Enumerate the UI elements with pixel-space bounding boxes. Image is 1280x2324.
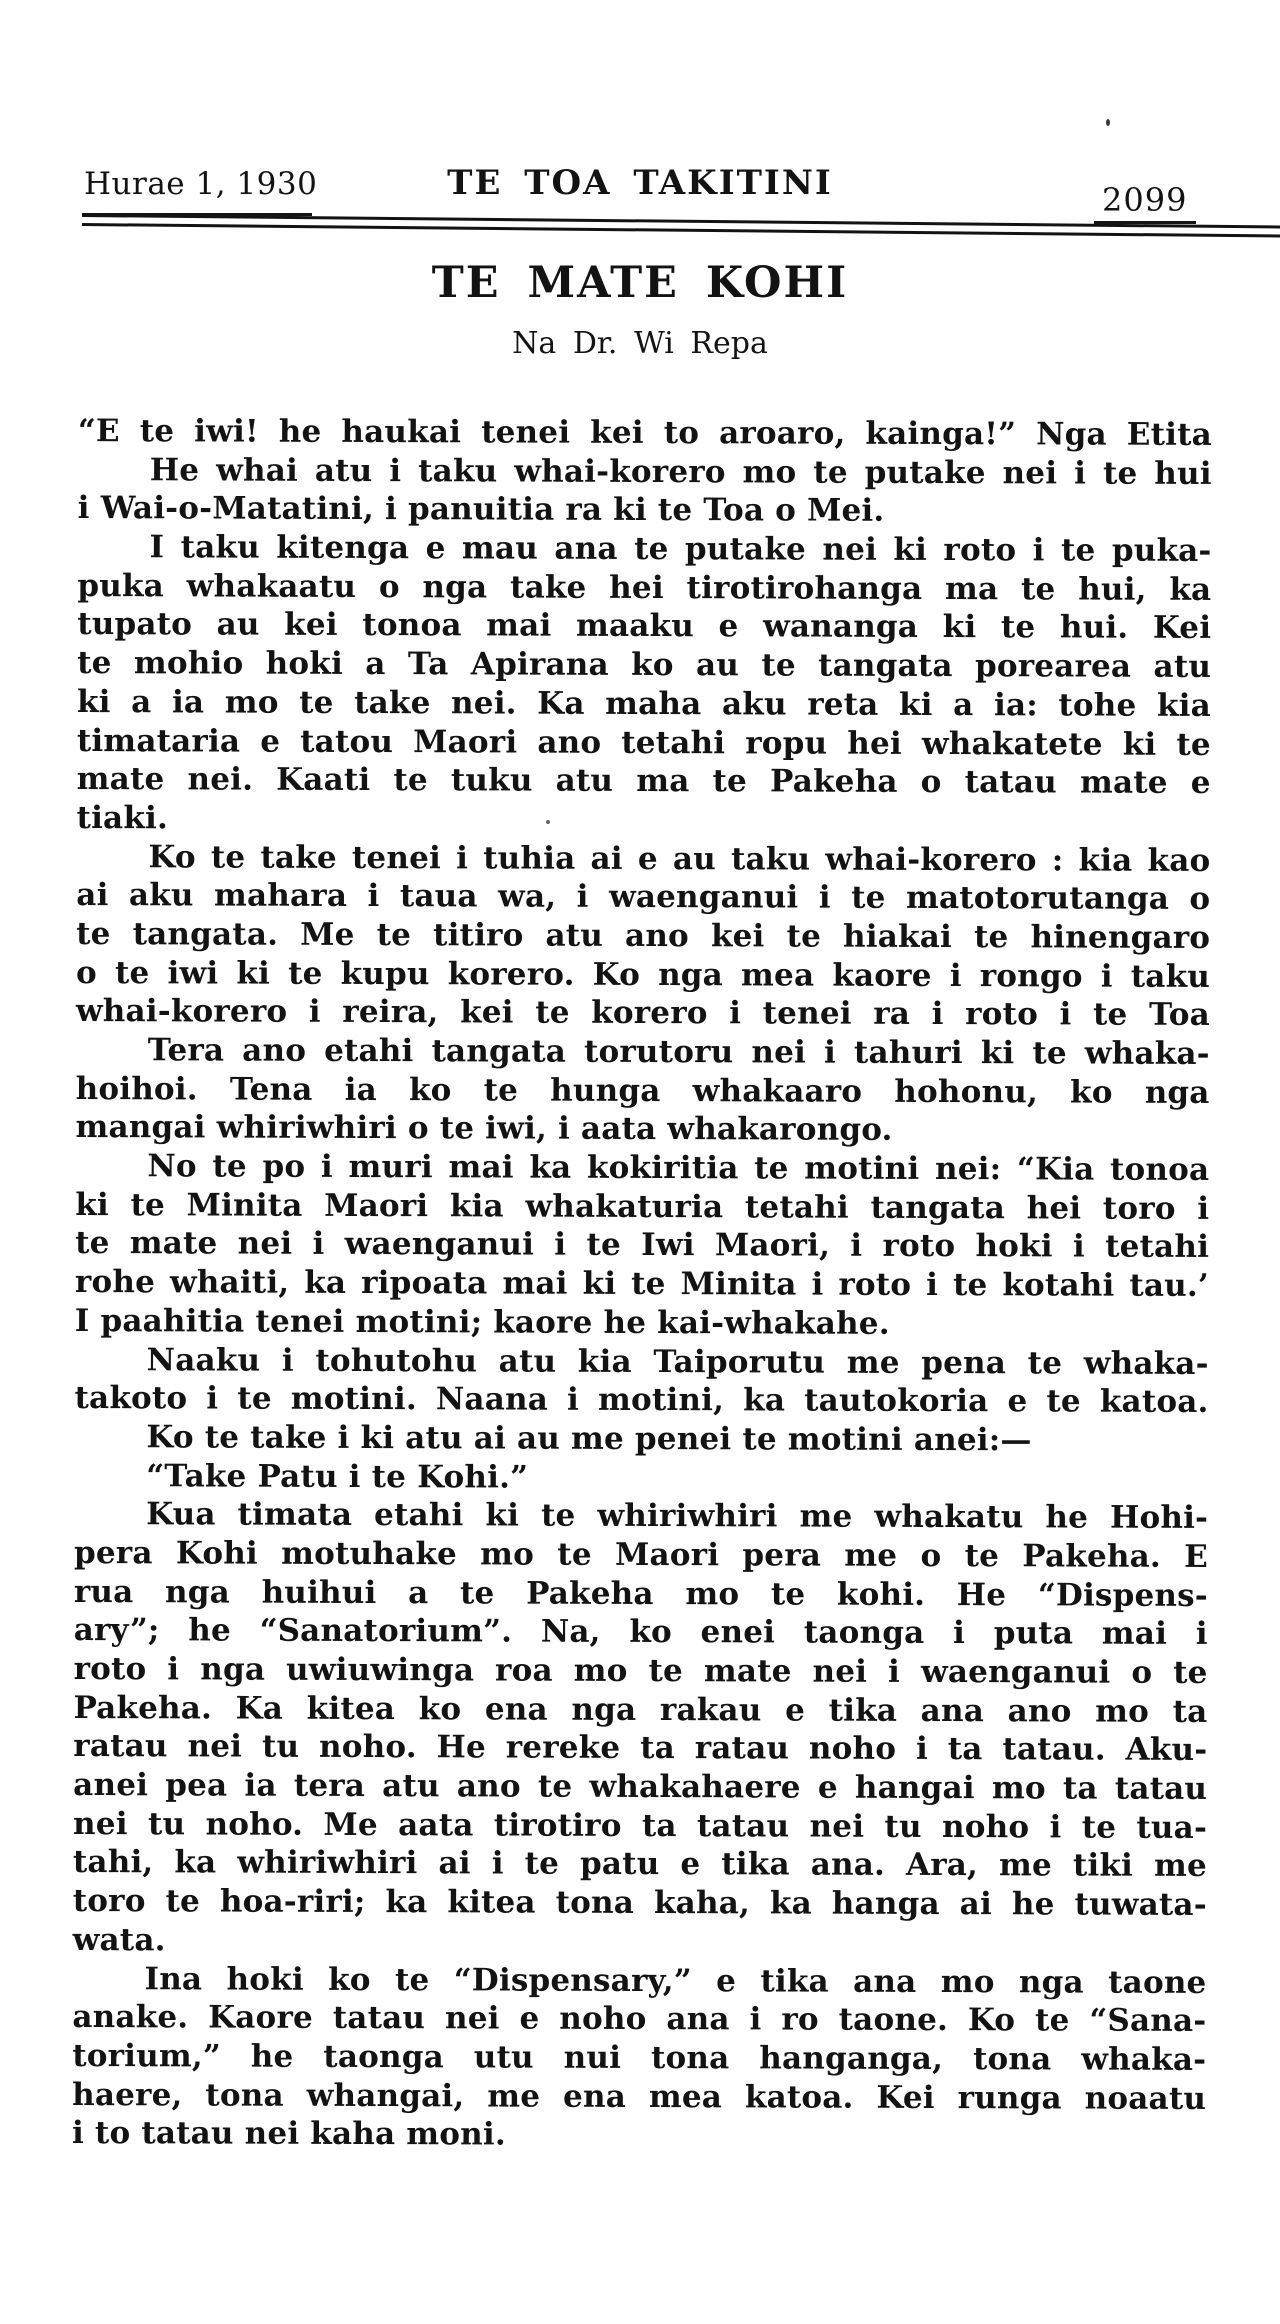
body-line: rohe whaiti, ka ripoata mai ki te Minita i roto i te kotahi tau.’ [74, 1264, 1210, 1305]
body-line: te mohio hoki a Ta Apirana ko au te tangata porearea atu [77, 645, 1212, 686]
body-line: anake. Kaore tatau nei e noho ana i ro taone. Ko te “Sana- [72, 1999, 1207, 2040]
body-line: anei pea ia tera atu ano te whakahaere e hangai mo ta tatau [73, 1767, 1208, 1808]
article-byline: Na Dr. Wi Repa [512, 326, 768, 361]
body-line: whai-korero i reira, kei te korero i tenei ra i roto i te Toa [75, 993, 1210, 1034]
newspaper-masthead: TE TOA TAKITINI [447, 163, 833, 203]
body-line: ai aku mahara i taua wa, i waenganui i te matotorutanga o [76, 877, 1211, 918]
body-line: tupato au kei tonoa mai maaku e wananga ki te hui. Kei [77, 606, 1212, 647]
body-line: o te iwi ki te kupu korero. Ko nga mea kaore i rongo i taku [75, 954, 1211, 995]
body-line: toro te hoa-riri; ka kitea tona kaha, ka hanga ai he tuwata- [72, 1883, 1207, 1924]
body-line: torium,” he taonga utu nui tona hanganga, tona whaka- [72, 2037, 1207, 2078]
body-line: te mate nei i waenganui i te Iwi Maori, i roto hoki i tetahi [75, 1225, 1210, 1266]
body-line: i to tatau nei kaha moni. [71, 2115, 506, 2153]
body-line: Ina hoki ko te “Dispensary,” e tika ana mo nga taone [144, 1960, 1207, 2001]
body-line: haere, tona whangai, me ena mea katoa. Kei runga noaatu [72, 2076, 1207, 2117]
header-double-rule [82, 214, 1280, 238]
body-line: Ko te take tenei i tuhia ai e au taku whai-korero : kia kao [148, 838, 1211, 879]
page-number: 2099 [1102, 181, 1188, 219]
body-line: roto i nga uwiuwinga roa mo te mate nei i waenganui o te [73, 1650, 1208, 1691]
body-line: te tangata. Me te titiro atu ano kei te hiakai te hinengaro [76, 915, 1211, 956]
body-line: ratau nei tu noho. He rereke ta ratau noho i ta tatau. Aku- [73, 1728, 1208, 1769]
body-line: i Wai-o-Matatini, i panuitia ra ki te Toa o Mei. [77, 490, 885, 530]
body-line: Tera ano etahi tangata torutoru nei i tahuri ki te whaka- [147, 1032, 1210, 1072]
body-line: hoihoi. Tena ia ko te hunga whakaaro hohonu, ko nga [75, 1070, 1210, 1111]
body-line: ki a ia mo te take nei. Ka maha aku reta ki a ia: tohe kia [76, 683, 1212, 724]
body-line: I paahitia tenei motini; kaore he kai-whakahe. [74, 1302, 890, 1342]
body-line: nei tu noho. Me aata tirotiro ta tatau nei tu noho i te tua- [73, 1805, 1208, 1846]
body-line: He whai atu i taku whai-korero mo te putake nei i te hui [149, 451, 1212, 492]
body-line: ary”; he “Sanatorium”. Na, ko enei taonga i puta mai i [73, 1612, 1208, 1653]
body-line: tahi, ka whiriwhiri ai i te patu e tika ana. Ara, me tiki me [72, 1844, 1207, 1885]
body-line: “Take Patu i te Kohi.” [146, 1457, 529, 1496]
body-line: I taku kitenga e mau ana te putake nei ki roto i te puka- [149, 529, 1212, 570]
scan-speck [1106, 119, 1110, 126]
body-line: mate nei. Kaati te tuku atu ma te Pakeha o tatau mate e [76, 761, 1211, 802]
body-line: pera Kohi motuhake mo te Maori pera me o te Pakeha. E [73, 1534, 1209, 1575]
body-line: “E te iwi! he haukai tenei kei to aroaro, kainga!” Nga Etita [77, 413, 1212, 453]
body-line: ki te Minita Maori kia whakaturia tetahi tangata hei toro i [75, 1186, 1210, 1227]
article-title: TE MATE KOHI [431, 258, 849, 308]
body-line: Pakeha. Ka kitea ko ena nga rakau e tika ana ano mo ta [73, 1689, 1208, 1730]
scan-speck [546, 820, 550, 824]
body-line: wata. [72, 1921, 166, 1959]
article-body [72, 412, 1212, 2157]
body-line: Naaku i tohutohu atu kia Taiporutu me pena te whaka- [146, 1341, 1209, 1382]
body-line: Ko te take i ki atu ai au me penei te motini anei:— [146, 1419, 1032, 1459]
body-line: Kua timata etahi ki te whiriwhiri me whakatu he Hohi- [146, 1496, 1209, 1537]
body-line: No te po i muri mai ka kokiritia te motini nei: “Kia tonoa [147, 1148, 1210, 1189]
body-line: timataria e tatou Maori ano tetahi ropu hei whakatete ki te [76, 722, 1211, 763]
issue-date: Hurae 1, 1930 [84, 166, 318, 202]
body-line: takoto i te motini. Naana i motini, ka tautokoria e te katoa. [74, 1380, 1209, 1421]
body-line: tiaki. [76, 799, 169, 837]
body-line: puka whakaatu o nga take hei tirotirohanga ma te hui, ka [77, 567, 1212, 608]
body-line: rua nga huihui a te Pakeha mo te kohi. He “Dispens- [73, 1573, 1208, 1614]
body-line: mangai whiriwhiri o te iwi, i aata whakarongo. [75, 1109, 893, 1149]
